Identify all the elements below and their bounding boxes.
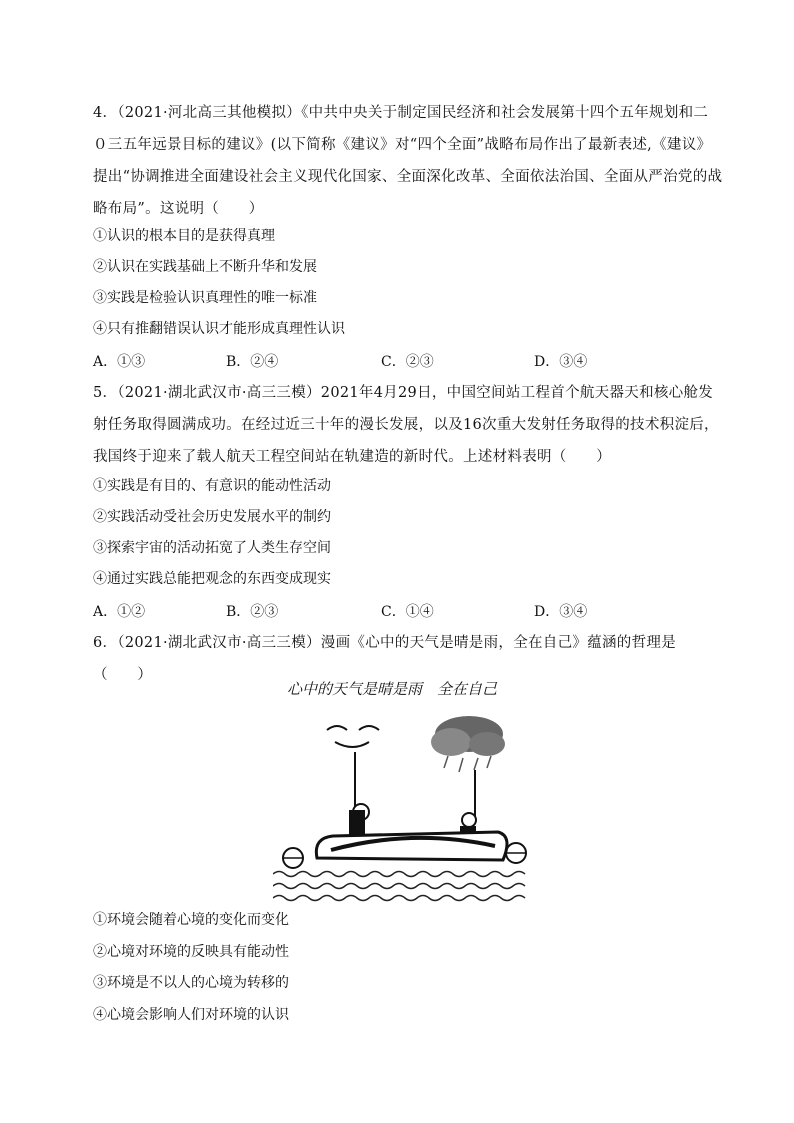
q4-option-3: ③实践是检验认识真理性的唯一标准 [93,290,317,306]
q5-option-3: ③探索宇宙的活动拓宽了人类生存空间 [93,540,331,556]
q5-choices [93,601,713,623]
q6-option-4: ④心境会影响人们对环境的认识 [93,1007,289,1023]
q5-option-1: ①实践是有目的、有意识的能动性活动 [93,478,331,494]
q4-option-2: ②认识在实践基础上不断升华和发展 [93,259,317,275]
q6-option-2: ②心境对环境的反映具有能动性 [93,944,289,960]
q6-option-3: ③环境是不以人的心境为转移的 [93,975,289,991]
q5-choice-b[interactable]: B．②③ [226,604,279,620]
q4-option-1: ①认识的根本目的是获得真理 [93,228,275,244]
q5-choice-c[interactable]: C．①④ [381,604,434,620]
rain-cloud [431,716,505,772]
q5-choice-a[interactable]: A．①② [93,604,146,620]
q4-choices [93,351,713,373]
cartoon-caption: 心中的天气是晴是雨 全在自己 [287,680,498,698]
cartoon-drawing [273,660,528,904]
cartoon-image [273,660,528,904]
q5-option-2: ②实践活动受社会历史发展水平的制约 [93,509,331,525]
q4-choice-d[interactable]: D．③④ [534,354,588,370]
question-4-stem: 4．（2021·河北高三其他模拟）《中共中央关于制定国民经济和社会发展第十四个五年规划和二０三五年远景目标的建议》(以下简称《建议》对“四个全面”战略布局作出了最新表述,《建议》提出“协调推进全面建设社会主义现代化国家、全面深化改革、全面依法治国、全面从严治党的战略布局”。这说明（ ） [93,105,723,217]
q4-choice-c[interactable]: C．②③ [381,354,434,370]
q4-choice-b[interactable]: B．②④ [226,354,279,370]
q6-option-1: ①环境会随着心境的变化而变化 [93,912,289,928]
question-6-stem: 6．（2021·湖北武汉市·高三三模）漫画《心中的天气是晴是雨，全在自己》蕴涵的哲理是（ ） [93,635,676,683]
q5-option-4: ④通过实践总能把观念的东西变成现实 [93,571,331,587]
q5-choice-d[interactable]: D．③④ [534,604,588,620]
q4-choice-a[interactable]: A．①③ [93,354,146,370]
water-waves [273,872,525,901]
q4-option-4: ④只有推翻错误认识才能形成真理性认识 [93,321,345,337]
question-5-stem: 5．（2021·湖北武汉市·高三三模）2021年4月29日，中国空间站工程首个航天器天和核心舱发射任务取得圆满成功。在经过近三十年的漫长发展，以及16次重大发射任务取得的技术积淀后，我国终于迎来了载人航天工程空间站在轨建造的新时代。上述材料表明（ ） [93,385,719,465]
